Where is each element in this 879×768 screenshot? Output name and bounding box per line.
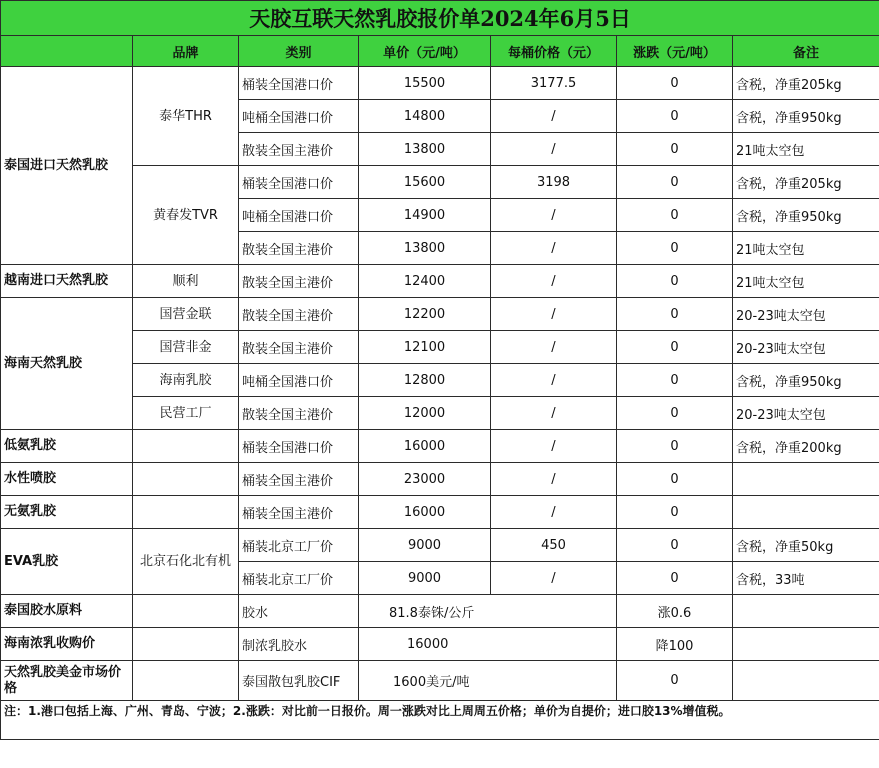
type-cell: 吨桶全国港口价 (239, 100, 359, 133)
table-row (1, 67, 879, 100)
price-cell: 16000 (359, 430, 491, 463)
category-cell: 无氨乳胶 (1, 496, 133, 529)
barrel-cell: / (491, 430, 617, 463)
brand-cell: 国营非金 (133, 331, 239, 364)
price-cell: 14800 (359, 100, 491, 133)
type-cell: 散装全国主港价 (239, 331, 359, 364)
note-cell: 含税，净重200kg (733, 430, 879, 463)
category-cell: 泰国胶水原料 (1, 595, 133, 628)
footnote: 注：1.港口包括上海、广州、青岛、宁波；2.涨跌：对比前一日报价。周一涨跌对比上周周五价格；单价为自提价；进口胶13%增值税。 (1, 701, 879, 740)
header-note: 备注 (733, 36, 879, 67)
change-cell: 0 (617, 364, 733, 397)
note-cell: 21吨太空包 (733, 265, 879, 298)
type-cell: 吨桶全国港口价 (239, 364, 359, 397)
header-type: 类别 (239, 36, 359, 67)
note-cell: 20-23吨太空包 (733, 397, 879, 430)
type-cell: 桶装北京工厂价 (239, 562, 359, 595)
note-cell: 21吨太空包 (733, 232, 879, 265)
change-cell: 0 (617, 661, 733, 701)
change-cell: 0 (617, 529, 733, 562)
change-cell: 0 (617, 463, 733, 496)
note-cell (733, 463, 879, 496)
type-cell: 吨桶全国港口价 (239, 199, 359, 232)
note-cell: 含税，33吨 (733, 562, 879, 595)
note-cell: 含税，净重950kg (733, 199, 879, 232)
category-cell: 天然乳胶美金市场价格 (1, 661, 133, 701)
type-cell: 散装全国主港价 (239, 397, 359, 430)
barrel-cell: / (491, 298, 617, 331)
change-cell: 0 (617, 265, 733, 298)
price-cell: 13800 (359, 232, 491, 265)
type-cell: 散装全国主港价 (239, 265, 359, 298)
barrel-cell: / (491, 496, 617, 529)
table-row (1, 529, 879, 562)
type-cell: 桶装全国主港价 (239, 496, 359, 529)
change-cell: 0 (617, 67, 733, 100)
barrel-cell: 3177.5 (491, 67, 617, 100)
type-cell: 泰国散包乳胶CIF (239, 661, 359, 701)
change-cell: 0 (617, 496, 733, 529)
note-cell (733, 595, 879, 628)
note-cell: 含税，净重950kg (733, 364, 879, 397)
table-row (1, 331, 879, 364)
type-cell: 散装全国主港价 (239, 133, 359, 166)
brand-cell: 泰华THR (133, 67, 239, 166)
barrel-cell: / (491, 100, 617, 133)
change-cell: 0 (617, 100, 733, 133)
table-row (1, 397, 879, 430)
table-row (1, 628, 879, 661)
category-cell: 水性喷胶 (1, 463, 133, 496)
category-cell: 低氨乳胶 (1, 430, 133, 463)
change-cell: 0 (617, 562, 733, 595)
price-cell: 14900 (359, 199, 491, 232)
barrel-cell: / (491, 364, 617, 397)
change-cell: 0 (617, 133, 733, 166)
price-cell: 23000 (359, 463, 491, 496)
price-cell: 15500 (359, 67, 491, 100)
note-cell: 含税，净重205kg (733, 166, 879, 199)
header-unit-price: 单价（元/吨） (359, 36, 491, 67)
barrel-cell: / (491, 133, 617, 166)
category-cell: 泰国进口天然乳胶 (1, 67, 133, 265)
price-cell: 12100 (359, 331, 491, 364)
price-cell: 1600美元/吨 (359, 661, 617, 701)
category-cell: EVA乳胶 (1, 529, 133, 595)
change-cell: 0 (617, 298, 733, 331)
type-cell: 桶装北京工厂价 (239, 529, 359, 562)
brand-cell: 民营工厂 (133, 397, 239, 430)
price-cell: 81.8泰铢/公斤 (359, 595, 617, 628)
brand-cell (133, 430, 239, 463)
price-cell: 15600 (359, 166, 491, 199)
change-cell: 0 (617, 331, 733, 364)
type-cell: 桶装全国港口价 (239, 67, 359, 100)
note-cell: 含税，净重205kg (733, 67, 879, 100)
price-cell: 16000 (359, 496, 491, 529)
note-cell (733, 628, 879, 661)
change-cell: 0 (617, 199, 733, 232)
barrel-cell: 3198 (491, 166, 617, 199)
brand-cell: 黄春发TVR (133, 166, 239, 265)
header-barrel-price: 每桶价格（元） (491, 36, 617, 67)
change-cell: 0 (617, 397, 733, 430)
category-cell: 海南浓乳收购价 (1, 628, 133, 661)
brand-cell (133, 628, 239, 661)
type-cell: 散装全国主港价 (239, 298, 359, 331)
table-header-row (1, 36, 879, 67)
brand-cell (133, 496, 239, 529)
change-cell: 降100 (617, 628, 733, 661)
note-cell: 20-23吨太空包 (733, 331, 879, 364)
change-cell: 涨0.6 (617, 595, 733, 628)
price-cell: 12200 (359, 298, 491, 331)
price-cell: 12000 (359, 397, 491, 430)
table-row (1, 298, 879, 331)
price-cell: 9000 (359, 529, 491, 562)
page-title: 天胶互联天然乳胶报价单2024年6月5日 (1, 1, 879, 36)
type-cell: 桶装全国港口价 (239, 430, 359, 463)
table-row (1, 166, 879, 199)
table-row (1, 265, 879, 298)
price-cell: 12800 (359, 364, 491, 397)
price-cell: 9000 (359, 562, 491, 595)
barrel-cell: / (491, 331, 617, 364)
note-cell: 含税，净重950kg (733, 100, 879, 133)
table-row (1, 595, 879, 628)
category-cell: 越南进口天然乳胶 (1, 265, 133, 298)
type-cell: 胶水 (239, 595, 359, 628)
barrel-cell: / (491, 232, 617, 265)
type-cell: 散装全国主港价 (239, 232, 359, 265)
header-category (1, 36, 133, 67)
brand-cell (133, 463, 239, 496)
header-brand: 品牌 (133, 36, 239, 67)
price-cell: 16000 (359, 628, 617, 661)
table-row (1, 496, 879, 529)
brand-cell: 海南乳胶 (133, 364, 239, 397)
barrel-cell: 450 (491, 529, 617, 562)
table-row (1, 430, 879, 463)
note-cell: 含税，净重50kg (733, 529, 879, 562)
barrel-cell: / (491, 562, 617, 595)
note-cell (733, 661, 879, 701)
table-row (1, 661, 879, 701)
price-cell: 12400 (359, 265, 491, 298)
note-cell: 21吨太空包 (733, 133, 879, 166)
type-cell: 桶装全国港口价 (239, 166, 359, 199)
barrel-cell: / (491, 265, 617, 298)
price-cell: 13800 (359, 133, 491, 166)
brand-cell (133, 595, 239, 628)
note-cell (733, 496, 879, 529)
header-change: 涨跌（元/吨） (617, 36, 733, 67)
brand-cell: 国营金联 (133, 298, 239, 331)
type-cell: 桶装全国主港价 (239, 463, 359, 496)
brand-cell: 北京石化北有机 (133, 529, 239, 595)
barrel-cell: / (491, 463, 617, 496)
type-cell: 制浓乳胶水 (239, 628, 359, 661)
barrel-cell: / (491, 397, 617, 430)
barrel-cell: / (491, 199, 617, 232)
category-cell: 海南天然乳胶 (1, 298, 133, 430)
note-cell: 20-23吨太空包 (733, 298, 879, 331)
change-cell: 0 (617, 232, 733, 265)
change-cell: 0 (617, 430, 733, 463)
change-cell: 0 (617, 166, 733, 199)
brand-cell: 顺利 (133, 265, 239, 298)
brand-cell (133, 661, 239, 701)
table-row (1, 463, 879, 496)
table-row (1, 364, 879, 397)
